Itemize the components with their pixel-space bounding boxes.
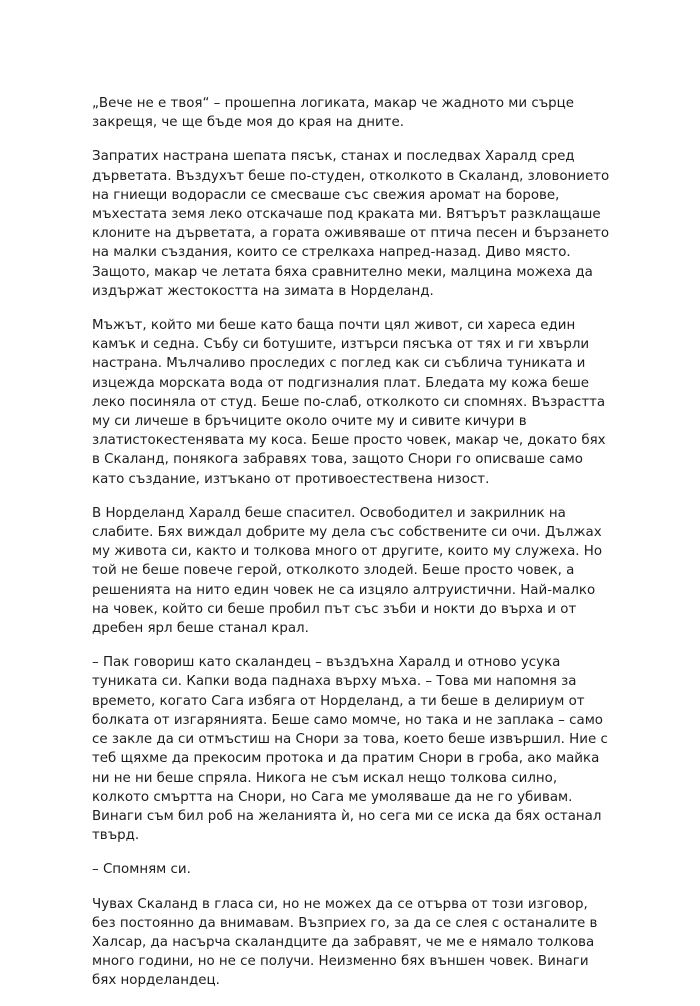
paragraph: – Спомням си. (92, 862, 191, 878)
body-text (92, 94, 614, 1006)
paragraph: В Норделанд Харалд беше спасител. Освободител и закрилник на слабите. Бях виждал добрите му дела със собствените си очи. Дължах му живота си, както и толкова много от другите, които му служеха. Но той не беше повече герой, отколкото злодей. Беше просто човек, а решенията на нито един човек не са изцяло алтруистични. Най-малко на човек, който си беше пробил път със зъби и нокти до върха и от дребен ярл беше станал крал. (92, 505, 603, 637)
paragraph: Мъжът, който ми беше като баща почти цял живот, си хареса един камък и седна. Събу си ботушите, изтърси пясъка от тях и ги хвърли настрана. Мълчаливо проследих с поглед как си съблича туниката и изцежда морската вода от подгизналия плат. Бледата му кожа беше леко посиняла от студ. Беше по-слаб, отколкото си спомнях. Възрастта му си личеше в бръчиците около очите му и сивите кичури в златистокестенявата му коса. Беше просто човек, макар че, докато бях в Скаланд, понякога забравях това, защото Снори го описваше само като създание, изтъкано от противоестествена низост. (92, 318, 606, 487)
paragraph: „Вече не е твоя“ – прошепна логиката, макар че жадното ми сърце закрещя, че ще бъде моя до края на дните. (92, 96, 575, 131)
paragraph: – Пак говориш като скаландец – въздъхна Харалд и отново усука туниката си. Капки вода паднаха върху мъха. – Това ми напомня за времето, когато Сага избяга от Норделанд, а ти беше в делириум от болката от изгарянията. Беше само момче, но така и не заплака – само се закле да си отмъстиш на Снори за това, което беше извършил. Ние с теб щяхме да прекосим протока и да пратим Снори в гроба, ако майка ни не ни беше спряла. Никога не съм искал нещо толкова силно, колкото смъртта на Снори, но Сага ме умоляваше да не го убивам. Винаги съм бил роб на желанията ѝ, но сега ми се иска да бях останал твърд. (92, 655, 608, 844)
paragraph: Чувах Скаланд в гласа си, но не можех да се отърва от този изговор, без постоянно да внимавам. Възприех го, за да се слея с останалите в Халсар, да насърча скаландците да забравят, че ме е нямало толкова много години, но не се получи. Неизменно бях външен човек. Винаги бях норделандец. (92, 896, 598, 989)
paragraph: Запратих настрана шепата пясък, станах и последвах Харалд сред дърветата. Въздухът беше по-студен, отколкото в Скаланд, зловонието на гниещи водорасли се смесваше със свежия аромат на борове, мъхестата земя леко отскачаше под краката ми. Вятърът разклащаше клоните на дърветата, а гората оживяваше от птича песен и бързането на малки създания, които се стрелкаха напред-назад. Диво място. Защото, макар че летата бяха сравнително меки, малцина можеха да издържат жестокостта на зимата в Норделанд. (92, 149, 610, 299)
